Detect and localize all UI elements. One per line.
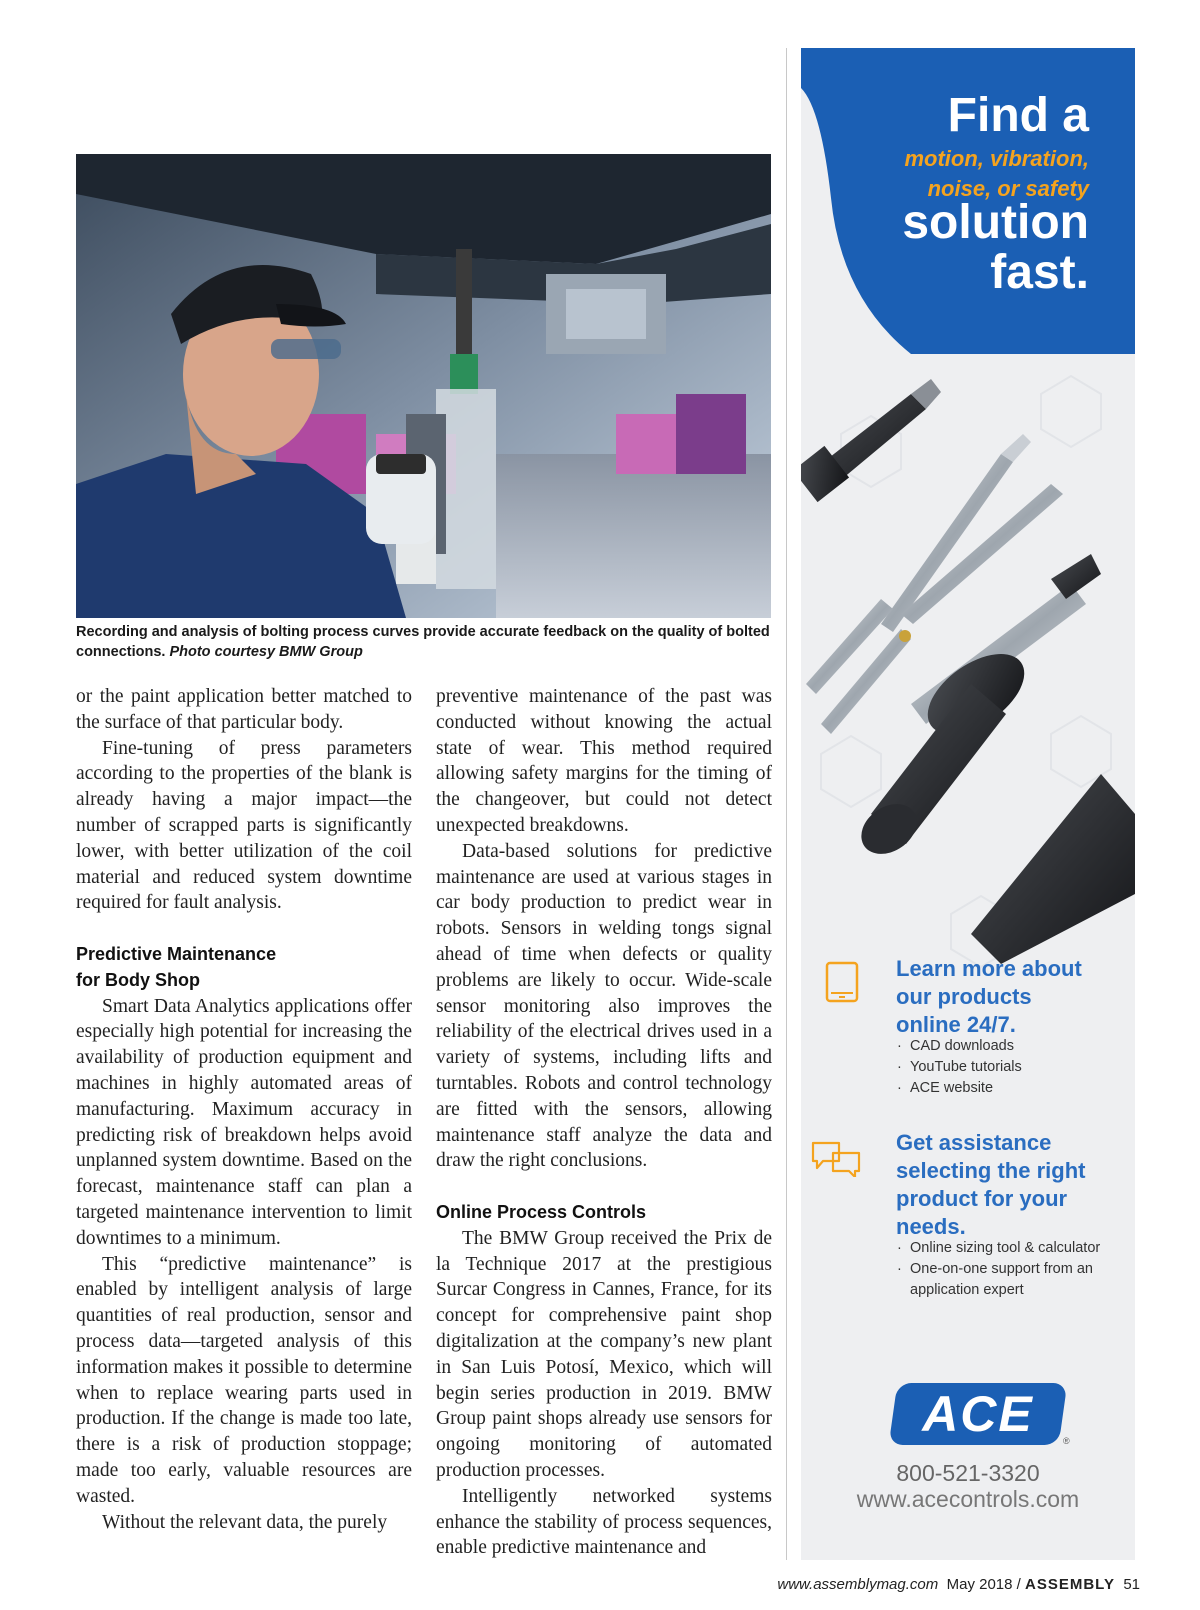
page-number: 51 [1123, 1576, 1140, 1593]
footer-issue: May 2018 [946, 1576, 1013, 1593]
column-divider [786, 48, 787, 1560]
paragraph: This “predictive maintenance” is enabled by intelligent analysis of large quantities of real production, sensor and process data—targeted analysis of this information makes it possible to determine when to replace wearing parts used in production. If the change is made too late, there is a risk of production stoppage; made too early, valuable resources are wasted. [76, 1253, 412, 1507]
factory-worker-photo [76, 154, 771, 618]
ad-block-title: Get assistance selecting the right product for your needs. [896, 1130, 1086, 1239]
ad-subheadline: motion, vibration, noise, or safety [904, 146, 1089, 201]
ad-headline: fast. [990, 246, 1089, 299]
list-item: · Online sizing tool & calculator [896, 1238, 1116, 1259]
page-footer [777, 1576, 1140, 1593]
paragraph: preventive maintenance of the past was conducted without knowing the actual state of wear. This method required allowing safety margins for the timing of the changeover, but could not detect unexpected breakdowns. [436, 686, 772, 836]
ad-headline: solution [902, 196, 1089, 249]
registered-mark: ® [1063, 1436, 1070, 1446]
heading-line: for Body Shop [76, 969, 200, 990]
section-heading [76, 942, 412, 994]
footer-brand: ASSEMBLY [1025, 1576, 1115, 1593]
ad-headline: Find a [947, 89, 1089, 142]
ad-block-title: Learn more about our products online 24/7. [896, 956, 1082, 1037]
list-item: · CAD downloads [896, 1036, 1022, 1057]
ace-logo-text: ACE [922, 1386, 1034, 1442]
paragraph: Fine-tuning of press parameters according to the properties of the blank is already having a major impact—the number of scrapped parts is significantly lower, with better utilization of the coil material and reduced system downtime required for fault analysis. [76, 737, 412, 914]
paragraph: Data-based solutions for predictive maintenance are used at various stages in car body production to predict wear in robots. Sensors in welding tongs signal ahead of time when defects or quality problems are likely to occur. Wide-scale sensor monitoring also improves the reliability of the electrical drives used in a variety of systems, including lifts and turntables. Robots and control technology are fitted with the sensors, allowing maintenance staff analyze the data and draw the right conclusions. [436, 840, 772, 1172]
chat-bubbles-icon [811, 1141, 861, 1177]
article-column-1 [76, 684, 412, 1535]
ad-website: www.acecontrols.com [856, 1486, 1080, 1512]
photo-caption [76, 622, 776, 662]
heading-line: Predictive Maintenance [76, 943, 277, 964]
paragraph: Intelligently networked systems enhance the stability of process sequences, enable predictive maintenance and [436, 1485, 772, 1559]
caption-text: Recording and analysis of bolting process curves provide accurate feedback on the quality of bolted connections. [76, 624, 770, 660]
article-photo [76, 154, 771, 618]
paragraph: or the paint application better matched to the surface of that particular body. [76, 686, 412, 733]
list-item: · One-on-one support from an application expert [896, 1259, 1116, 1301]
footer-url: www.assemblymag.com [777, 1576, 939, 1593]
article-column-2 [436, 684, 772, 1561]
shock-absorber-products-image [801, 354, 1135, 974]
ad-feature-list [896, 1238, 1116, 1301]
ace-advertisement [801, 48, 1135, 1560]
section-heading: Online Process Controls [436, 1201, 647, 1222]
list-item: · ACE website [896, 1078, 1022, 1099]
tablet-icon [821, 961, 863, 1003]
ad-feature-list [896, 1036, 1022, 1099]
paragraph: The BMW Group received the Prix de la Technique 2017 at the prestigious Surcar Congress in Cannes, France, for its concept for comprehensive paint shop digitalization at the company’s new plant in San Luis Potosí, Mexico, which will begin series production in 2019. BMW Group paint shops already use sensors for ongoing monitoring of automated production processes. [436, 1227, 772, 1481]
photo-credit: Photo courtesy BMW Group [169, 644, 363, 660]
paragraph: Without the relevant data, the purely [102, 1511, 388, 1533]
list-item: · YouTube tutorials [896, 1057, 1022, 1078]
footer-separator: / [1016, 1576, 1021, 1593]
ad-phone: 800-521-3320 [896, 1460, 1040, 1486]
paragraph: Smart Data Analytics applications offer especially high potential for increasing the availability of production equipment and machines in highly automated areas of manufacturing. Maximum accuracy in predicting risk of breakdown helps avoid unplanned system downtime. Based on the forecast, maintenance staff can plan a targeted maintenance intervention to limit downtimes to a minimum. [76, 995, 412, 1249]
